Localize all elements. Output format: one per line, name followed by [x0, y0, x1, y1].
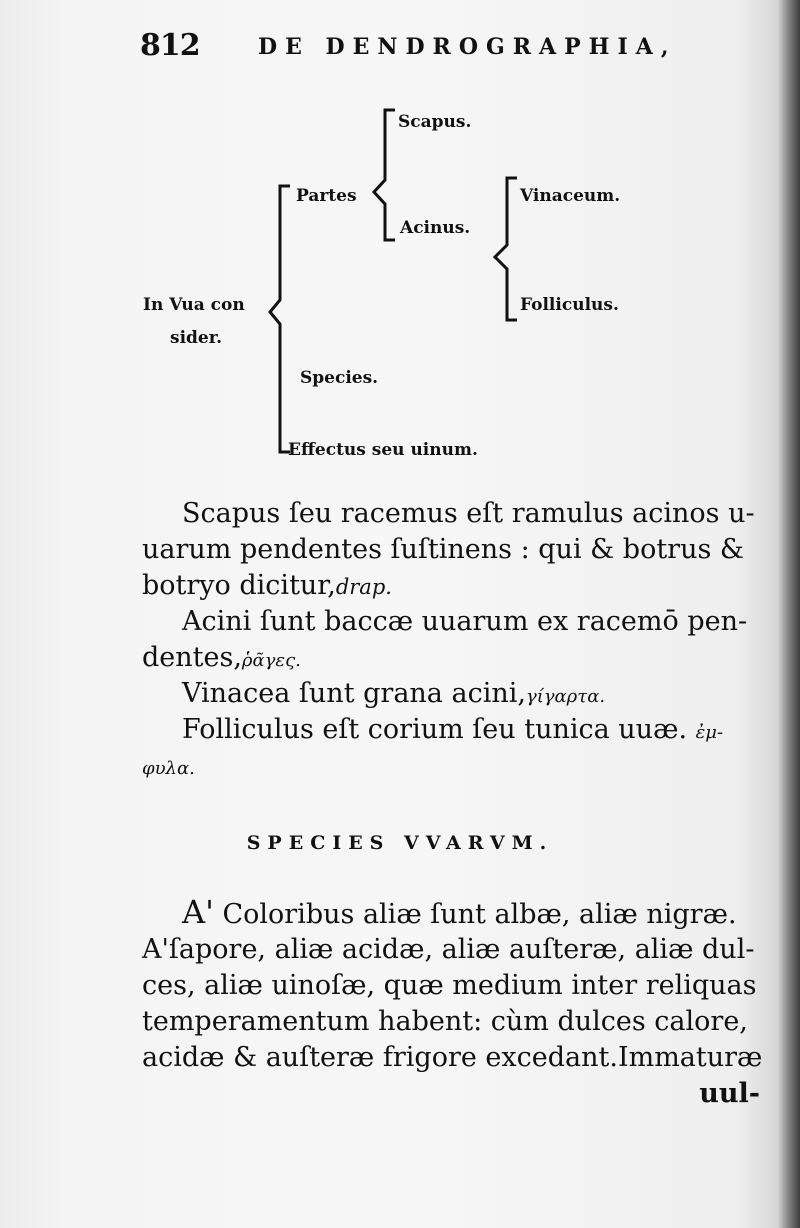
text-span: botryo dicitur,: [142, 570, 336, 601]
text-span: Coloribus aliæ ſunt albæ, aliæ nigræ.: [213, 899, 737, 930]
text-line: [142, 568, 392, 605]
braces-svg: [0, 90, 800, 480]
greek-word: ἐμ-: [695, 722, 724, 743]
main-brace: [270, 186, 290, 452]
text-line: [142, 894, 737, 933]
label-vinaceum: Vinaceum.: [520, 186, 621, 206]
label-scapus: Scapus.: [398, 112, 472, 132]
greek-word: drap.: [335, 575, 392, 599]
greek-word: ῥᾶγες.: [241, 650, 301, 671]
running-head: DE DENDROGRAPHIA,: [258, 34, 677, 60]
text-line: A'ſapore, aliæ acidæ, aliæ auſteræ, aliæ dul-: [142, 934, 755, 965]
greek-word: γίγαρτα.: [525, 686, 606, 707]
text-line: [142, 712, 723, 751]
text-line: [142, 640, 301, 679]
text-line: Scapus ſeu racemus eſt ramulus acinos u-: [182, 498, 755, 529]
label-folliculus: Folliculus.: [520, 295, 619, 315]
acinus-brace: [495, 178, 517, 320]
label-root-line1: In Vua con: [143, 295, 245, 315]
partes-brace: [374, 110, 395, 240]
text-span: dentes,: [142, 642, 242, 673]
bracket-diagram: [0, 90, 800, 480]
text-line: ces, aliæ uinoſæ, quæ medium inter reliquas: [142, 970, 757, 1001]
catchword: uul-: [699, 1078, 760, 1109]
page-number: 812: [140, 28, 200, 63]
text-line: [142, 676, 605, 715]
text-line: uarum pendentes ſuſtinens : qui & botrus &: [142, 534, 744, 565]
greek-word: φυλα.: [142, 758, 195, 779]
text-span: Folliculus eſt corium ſeu tunica uuæ.: [182, 714, 688, 745]
initial-letter: A': [182, 893, 214, 931]
label-partes: Partes: [296, 186, 357, 206]
page-header: [140, 28, 700, 68]
text-line: Acini ſunt baccæ uuarum ex racemō pen-: [182, 606, 748, 637]
text-line: acidæ & auſteræ frigore excedant.Immaturæ: [142, 1042, 763, 1073]
text-span: Vinacea ſunt grana acini,: [182, 678, 526, 709]
label-effectus: Effectus seu uinum.: [288, 440, 478, 460]
section-heading: SPECIES VVARVM.: [246, 832, 554, 854]
text-line: temperamentum habent: cùm dulces calore,: [142, 1006, 748, 1037]
label-acinus: Acinus.: [400, 218, 471, 238]
label-species: Species.: [300, 368, 379, 388]
label-root-line2: sider.: [170, 328, 223, 348]
text-line: [142, 748, 195, 787]
